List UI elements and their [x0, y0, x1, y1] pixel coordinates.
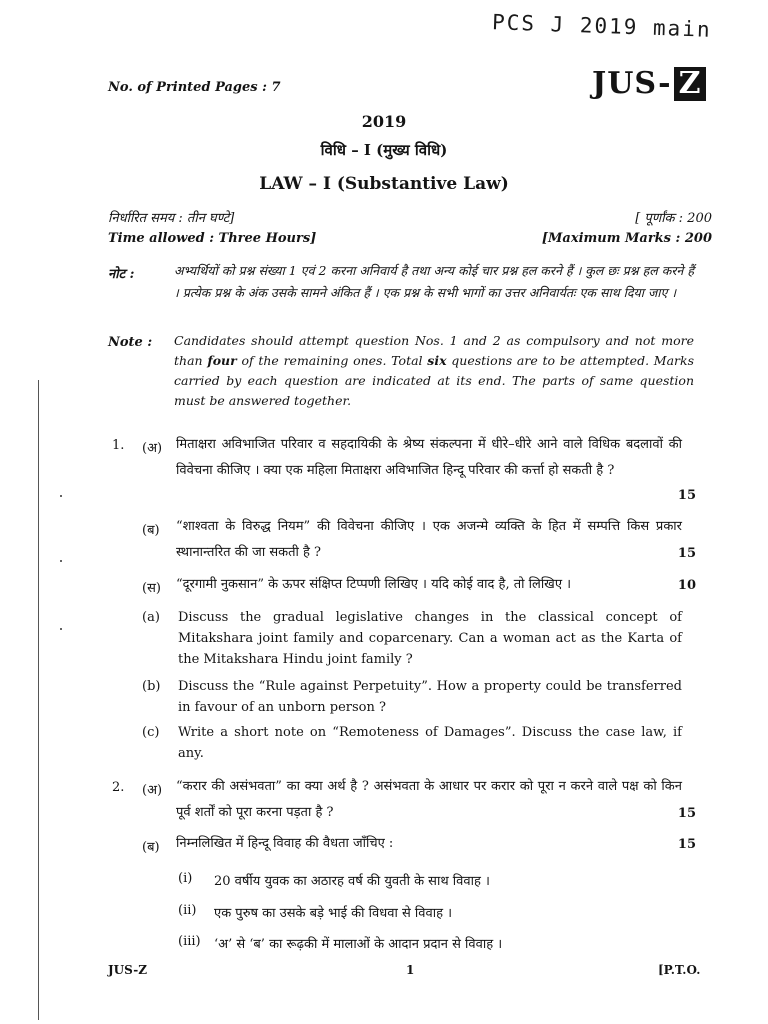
- footer-page-number: 1: [406, 963, 415, 977]
- question-1-part-c-en-label: (c): [142, 725, 160, 740]
- max-marks-hindi: [ पूर्णांक : 200: [635, 211, 712, 226]
- question-1-part-b-en-text: Discuss the “Rule against Perpetuity”. How a property could be transferred in favour of an unborn person ?: [178, 679, 682, 715]
- question-1-part-c-text: “दूरगामी नुकसान” के ऊपर संक्षिप्त टिप्पणी लिखिए । यदि कोई वाद है, तो लिखिए ।: [176, 577, 572, 592]
- question-1-part-b-marks: 15: [677, 546, 696, 561]
- paper-code-letter: Z: [674, 67, 707, 101]
- footer-paper-code: JUS-Z: [108, 963, 147, 977]
- question-1-part-c-en-text: Write a short note on “Remoteness of Damages”. Discuss the case law, if any.: [178, 725, 682, 761]
- question-1-part-b-en-label: (b): [142, 679, 161, 694]
- question-2-part-b-text: निम्नलिखित में हिन्दू विवाह की वैधता जाँचिए :: [176, 836, 394, 851]
- scan-edge-line: [38, 380, 39, 1020]
- question-2-item-iii-text: ‘अ’ से ‘ब’ का रूढ़की में मालाओं के आदान प्रदान से विवाह ।: [214, 937, 503, 952]
- question-1-part-a-marks: 15: [677, 488, 696, 503]
- question-2-item-ii-text: एक पुरुष का उसके बड़े भाई की विधवा से विवाह ।: [214, 906, 453, 921]
- note-text-hindi: अभ्यर्थियों को प्रश्न संख्या 1 एवं 2 करना अनिवार्य है तथा अन्य कोई चार प्रश्न हल करने हैं । कुल छः प्रश्न हल करने हैं । प्रत्येक प्रश्न के अंक उसके सामने अंकित हैं । एक प्रश्न के सभी भागों का उत्तर अनिवार्यतः एक साथ दिया जाए ।: [174, 263, 694, 300]
- scan-speck: [60, 628, 62, 630]
- question-2-part-b-label: (ब): [142, 840, 160, 855]
- scan-speck: [60, 495, 62, 497]
- question-2-item-iii-label: (iii): [178, 934, 201, 949]
- question-2-part-a-marks: 15: [677, 806, 696, 821]
- question-1-part-b-text: “शाश्वता के विरुद्ध नियम” की विवेचना कीजिए । एक अजन्मे व्यक्ति के हित में सम्पत्ति किस प्रकार स्थानान्तरित की जा सकती है ?: [176, 519, 682, 560]
- note-text-english: Candidates should attempt question Nos. 1 and 2 as compulsory and not more than four of the remaining ones. Total six questions are to be attempted. Marks carried by each question are indicated at its end. The parts of same question must be answered together.: [174, 333, 694, 408]
- question-2-item-ii-label: (ii): [178, 903, 197, 918]
- question-2-item-i-label: (i): [178, 871, 193, 886]
- note-label-hindi: नोट :: [108, 267, 135, 282]
- question-2-part-a-label: (अ): [142, 783, 163, 798]
- question-1-part-b-label: (ब): [142, 523, 160, 538]
- title-english: LAW – I (Substantive Law): [259, 174, 509, 194]
- question-1-part-a-en-text: Discuss the gradual legislative changes in the classical concept of Mitakshara joint family and coparcenary. Can a woman act as the Karta of the Mitakshara Hindu joint family ?: [178, 610, 682, 667]
- question-2-number: 2.: [112, 780, 125, 795]
- handwritten-note: PCS J 2019 main: [491, 10, 713, 42]
- question-1-part-c-label: (स): [142, 581, 161, 596]
- time-allowed-hindi: निर्धारित समय : तीन घण्टे]: [108, 211, 235, 226]
- footer-pto: [P.T.O.: [658, 963, 701, 977]
- title-hindi: विधि – I (मुख्य विधि): [320, 141, 448, 159]
- question-2-part-a-text: “करार की असंभवता” का क्या अर्थ है ? असंभवता के आधार पर करार को पूरा न करने वाले पक्ष को किन पूर्व शर्तों को पूरा करना पड़ता है ?: [176, 779, 682, 820]
- question-2-part-b-marks: 15: [677, 837, 696, 852]
- question-1-number: 1.: [112, 438, 125, 453]
- paper-code-prefix: JUS-: [592, 66, 672, 101]
- scan-speck: [60, 560, 62, 562]
- question-1-part-a-label: (अ): [142, 441, 163, 456]
- time-allowed-english: Time allowed : Three Hours]: [108, 231, 317, 246]
- question-1-part-a-text: मिताक्षरा अविभाजित परिवार व सहदायिकी के श्रेष्य संकल्पना में धीरे–धीरे आने वाले विधिक बदलावों की विवेचना कीजिए । क्या एक महिला मिताक्षरा अविभाजित हिन्दू परिवार की कर्त्ता हो सकती है ?: [176, 437, 682, 478]
- printed-pages-count: No. of Printed Pages : 7: [108, 80, 281, 95]
- paper-code: [592, 66, 706, 101]
- question-2-item-i-text: 20 वर्षीय युवक का अठारह वर्ष की युवती के साथ विवाह ।: [214, 874, 490, 889]
- question-1-part-c-marks: 10: [677, 578, 696, 593]
- note-label-english: Note :: [108, 335, 153, 350]
- question-1-part-a-en-label: (a): [142, 610, 160, 625]
- max-marks-english: [Maximum Marks : 200: [541, 231, 712, 246]
- exam-year: 2019: [361, 112, 407, 131]
